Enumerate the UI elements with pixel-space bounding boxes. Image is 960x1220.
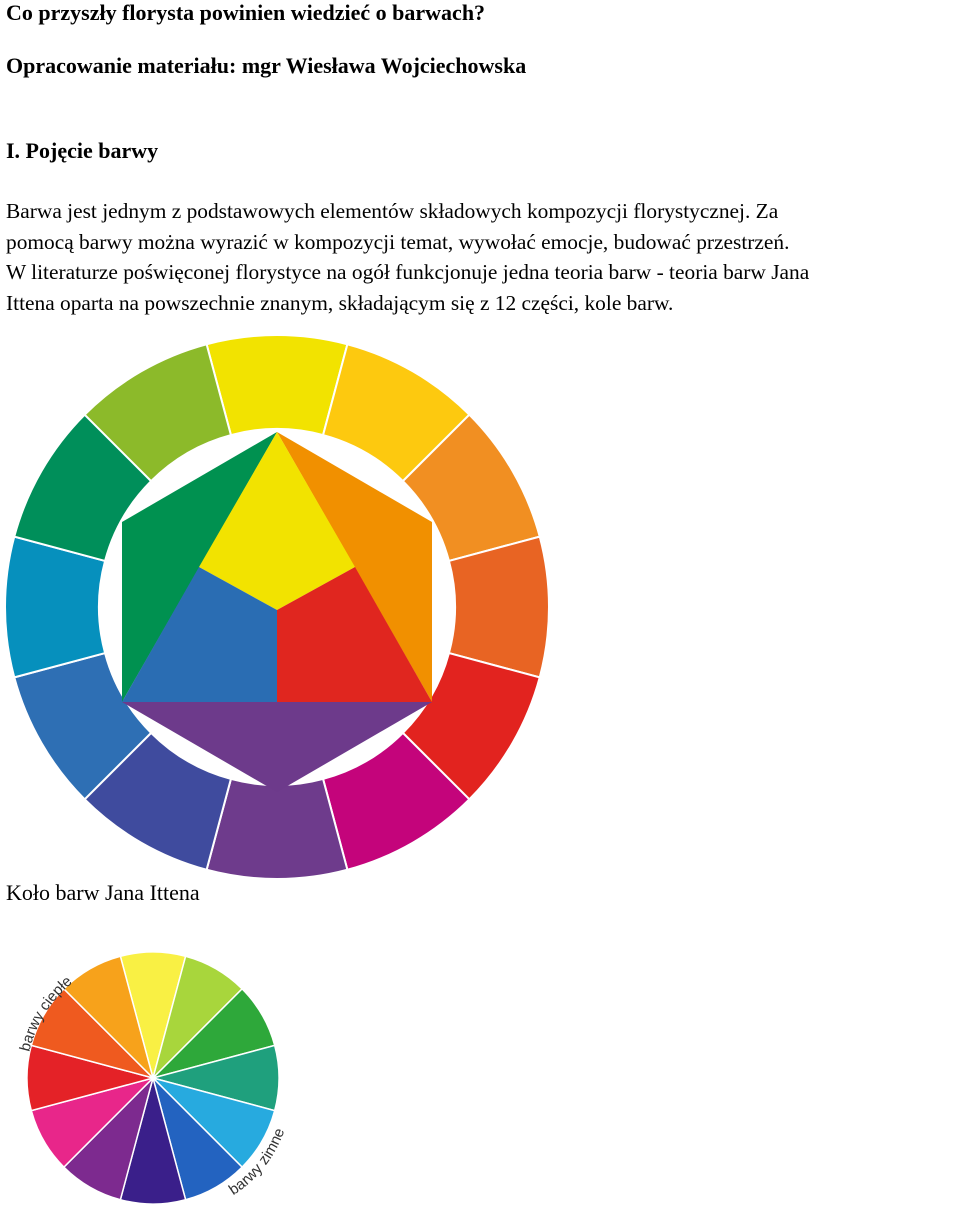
section-heading: I. Pojęcie barwy [6,138,159,163]
paragraph-line: Ittena oparta na powszechnie znanym, składającym się z 12 części, kole barw. [6,290,674,315]
author-line: Opracowanie materiału: mgr Wiesława Wojciechowska [6,53,527,78]
itten-color-wheel [0,335,560,880]
paragraph-line: Barwa jest jednym z podstawowych elementów składowych kompozycji florystycznej. Za [6,199,779,223]
warm-cold-color-wheel [0,938,300,1218]
paragraph-line: W literaturze poświęconej florystyce na ogół funkcjonuje jedna teoria barw - teoria barw Jana [6,260,810,284]
intro-paragraph [6,196,960,318]
warm-colors-label: barwy ciepłe [16,972,76,1054]
cold-colors-label: barwy zimne [225,1125,289,1199]
document-title: Co przyszły florysta powinien wiedzieć o barwach? [6,0,486,25]
paragraph-line: pomocą barwy można wyrazić w kompozycji temat, wywołać emocje, budować przestrzeń. [6,229,790,254]
wheel-caption: Koło barw Jana Ittena [6,880,200,905]
